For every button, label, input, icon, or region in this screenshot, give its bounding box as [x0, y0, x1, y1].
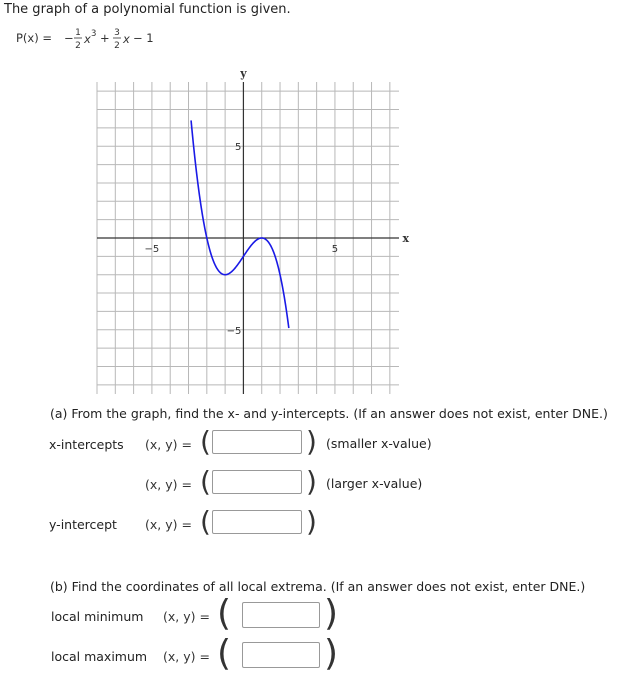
- x-tick-label: −5: [144, 244, 160, 255]
- open-paren: (: [200, 465, 211, 498]
- frac2-num: 3: [114, 28, 120, 38]
- y-intercept-label: y-intercept: [49, 517, 117, 532]
- polynomial-formula: [16, 26, 216, 52]
- open-paren: (: [200, 505, 211, 538]
- xy-label-max: (x, y) =: [163, 649, 210, 664]
- frac1-den: 2: [75, 41, 81, 51]
- open-paren: (: [217, 593, 232, 634]
- local-maximum-input[interactable]: [242, 642, 320, 668]
- polynomial-graph: [93, 68, 413, 398]
- frac1-num: 1: [75, 28, 81, 38]
- formula-term2: x: [123, 32, 130, 46]
- formula-term1: x: [84, 32, 91, 46]
- larger-x-note: (larger x-value): [326, 476, 423, 491]
- close-paren: ): [324, 633, 339, 674]
- open-paren: (: [217, 633, 232, 674]
- y-tick-label: −5: [226, 325, 242, 337]
- x-axis-label: x: [402, 232, 409, 245]
- close-paren: ): [306, 505, 317, 538]
- local-maximum-label: local maximum: [51, 649, 148, 664]
- open-paren: (: [200, 425, 211, 458]
- xy-label-yint: (x, y) =: [145, 517, 192, 532]
- formula-lhs: P(x) =: [16, 31, 53, 45]
- close-paren: ): [324, 593, 339, 634]
- frac2-den: 2: [114, 41, 120, 51]
- xy-label-xint-large: (x, y) =: [145, 477, 192, 492]
- x-tick-label: 5: [331, 244, 339, 255]
- close-paren: ): [306, 425, 317, 458]
- close-paren: ): [306, 465, 317, 498]
- x-intercept-large-input[interactable]: [212, 470, 302, 494]
- y-axis-label: y: [240, 68, 247, 80]
- formula-term1-exp: 3: [91, 29, 97, 39]
- xy-label-min: (x, y) =: [163, 609, 210, 624]
- y-intercept-input[interactable]: [212, 510, 302, 534]
- formula-plus: +: [100, 31, 110, 45]
- part-a-prompt: (a) From the graph, find the x- and y-intercepts. (If an answer does not exist, enter DNE.): [50, 406, 608, 421]
- x-intercept-small-input[interactable]: [212, 430, 302, 454]
- xy-label-xint-small: (x, y) =: [145, 437, 192, 452]
- local-minimum-input[interactable]: [242, 602, 320, 628]
- y-tick-label: 5: [235, 142, 242, 154]
- smaller-x-note: (smaller x-value): [326, 436, 432, 451]
- formula-minus: −: [64, 31, 74, 45]
- part-b-prompt: (b) Find the coordinates of all local extrema. (If an answer does not exist, enter DNE.): [50, 579, 586, 594]
- x-intercepts-label: x-intercepts: [49, 437, 124, 452]
- local-minimum-label: local minimum: [51, 609, 144, 624]
- question-intro: The graph of a polynomial function is given.: [4, 2, 291, 17]
- formula-tail: − 1: [133, 31, 154, 45]
